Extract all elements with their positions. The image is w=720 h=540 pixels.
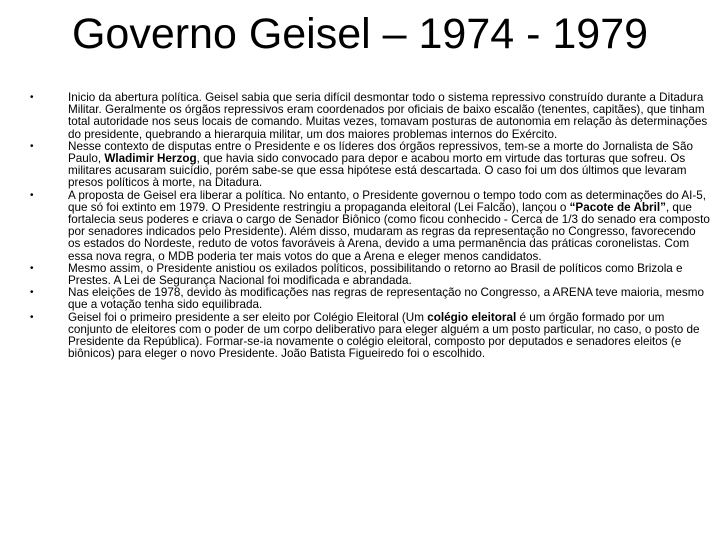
bullet-dot-icon: •: [30, 140, 34, 152]
bullet-dot-icon: •: [30, 262, 34, 274]
bullet-list: [30, 92, 710, 360]
bullet-item-5: [30, 287, 710, 311]
bullet-dot-icon: •: [30, 189, 34, 201]
bullet-text: [68, 141, 710, 190]
bullet-text: [68, 190, 710, 263]
bullet-dot-icon: •: [30, 92, 34, 103]
bullet-text: [68, 312, 710, 361]
bullet-item-4: [30, 263, 710, 287]
bullet-item-2: [30, 141, 710, 190]
bullet-item-1: [30, 92, 710, 141]
bullet-dot-icon: •: [30, 287, 34, 299]
bullet-dot-icon: •: [30, 311, 34, 323]
bullet-text-bold: Wladimir Herzog: [104, 152, 197, 166]
bullet-text-post: , que havia sido convocado para depor e acabou morto em virtude das torturas que sofreu. Os militares acusaram suicídio, porém sabe-se que essa hipótese está descartada. O caso foi um dos últimos que levaram presos políticos à morte, na Ditadura.: [68, 152, 687, 190]
bullet-text-pre: A proposta de Geisel era liberar a política. No entanto, o Presidente governou o tempo todo com as determinações do AI-5, que só foi extinto em 1979. O Presidente restringiu a propaganda eleitoral (Lei Falcão), lançou o: [68, 188, 706, 214]
bullet-item-3: [30, 190, 710, 263]
slide-title: Governo Geisel – 1974 - 1979: [71, 10, 649, 58]
bullet-text: Nas eleições de 1978, devido às modificações nas regras de representação no Congresso, a ARENA teve maioria, mesmo que a votação tenha sido equilibrada.: [68, 286, 705, 312]
bullet-text-pre: Geisel foi o primeiro presidente a ser eleito por Colégio Eleitoral (Um: [68, 310, 428, 324]
bullet-text: Inicio da abertura política. Geisel sabia que seria difícil desmontar todo o sistema repressivo construído durante a Ditadura Militar. Geralmente os órgãos repressivos eram coordenados por oficiais de baixo escalão (tenentes, capitães), que tinham total autoridade nos seus locais de comando. Muitas vezes, tomavam posturas de autonomia em relação às determinações do presidente, quebrando a hierarquia militar, um dos maiores problemas internos do Exército.: [68, 91, 708, 141]
bullet-item-6: [30, 312, 710, 361]
bullet-text-post: , que fortalecia seus poderes e criava o cargo de Senador Biônico (como ficou conhecido - Cerca de 1/3 do senado era composto por senadores indicados pelo Presidente). Além disso, mudaram as regras da representação no Congresso, favorecendo os estados do Nordeste, reduto de votos favoráveis à Arena, devido a uma permanência das práticas coronelistas. Com essa nova regra, o MDB poderia ter mais votos do que a Arena e eleger menos candidatos.: [68, 200, 710, 263]
bullet-text: Mesmo assim, o Presidente anistiou os exilados políticos, possibilitando o retorno ao Brasil de políticos como Brizola e Prestes. A Lei de Segurança Nacional foi modificada e abrandada.: [68, 261, 683, 288]
bullet-text-bold: colégio eleitoral: [427, 310, 517, 324]
bullet-text-bold: “Pacote de Abril”: [569, 200, 666, 214]
bullet-text-pre: Nesse contexto de disputas entre o Presidente e os líderes dos órgãos repressivos, tem-se a morte do Jornalista de São Paulo,: [68, 139, 693, 166]
bullet-text-post: é um órgão formado por um conjunto de eleitores com o poder de um corpo deliberativo para eleger alguém a um posto particular, no caso, o posto de Presidente da República). Formar-se-ia novamente o colégio eleitoral, composto por deputados e senadores eleitos (e biônicos) para eleger o novo Presidente. João Batista Figueiredo foi o escolhido.: [68, 310, 700, 361]
